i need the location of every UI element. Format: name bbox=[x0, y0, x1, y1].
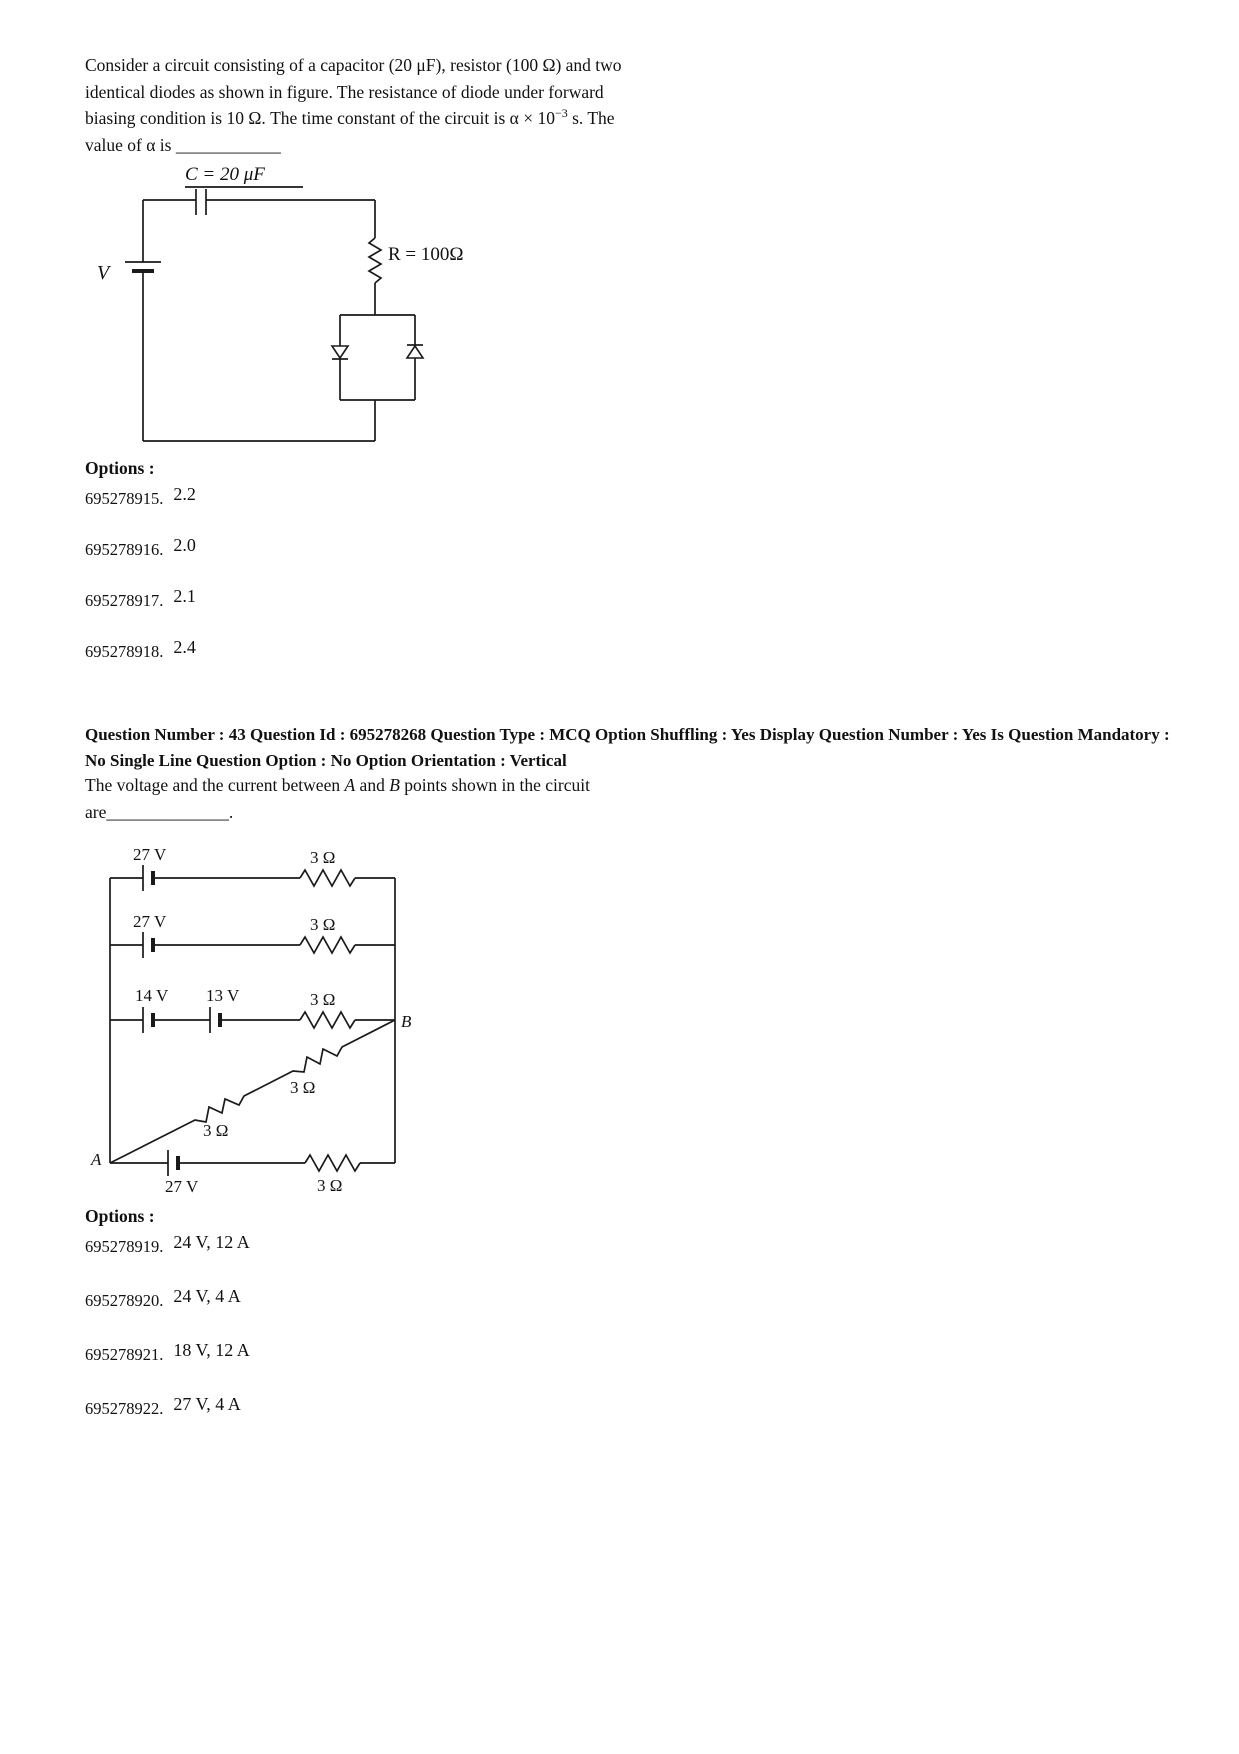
option-id: 695278915. bbox=[85, 489, 164, 508]
bottom-wire bbox=[143, 400, 375, 441]
option-row bbox=[85, 535, 196, 560]
question-43-header: Question Number : 43 Question Id : 695278268 Question Type : MCQ Option Shuffling : Yes Display Question Number : Yes Is Question Mandatory : No Single Line Question Option : No Option Orientation : Vertical bbox=[85, 725, 1170, 770]
q1-line2: identical diodes as shown in figure. The resistance of diode under forward bbox=[85, 81, 604, 102]
q2-line2: are______________. bbox=[85, 801, 234, 822]
battery-label: V bbox=[97, 262, 110, 284]
options-title: Options : bbox=[85, 458, 155, 478]
capacitor-label: C = 20 μF bbox=[185, 164, 265, 185]
q1-line3 bbox=[85, 105, 785, 132]
option-text: 2.1 bbox=[173, 586, 196, 606]
option-text: 24 V, 4 A bbox=[173, 1286, 241, 1306]
diode-up-icon bbox=[407, 346, 423, 358]
q1-line1: Consider a circuit consisting of a capacitor (20 μF), resistor (100 Ω) and two bbox=[85, 55, 622, 75]
bottom-resistor-symbol bbox=[305, 1155, 360, 1171]
option-row bbox=[85, 1232, 250, 1257]
option-id: 695278922. bbox=[85, 1399, 164, 1418]
option-text: 27 V, 4 A bbox=[173, 1394, 241, 1414]
row3-battery2-label: 13 V bbox=[206, 986, 240, 1005]
row1-resistor-symbol bbox=[300, 870, 355, 886]
row3-battery1-label: 14 V bbox=[135, 986, 169, 1005]
row2-resistor-symbol bbox=[300, 937, 355, 953]
question-1-options bbox=[85, 458, 196, 692]
option-id: 695278917. bbox=[85, 591, 164, 610]
option-row bbox=[85, 1340, 250, 1365]
q2-point-b: B bbox=[389, 775, 400, 795]
node-a-label: A bbox=[91, 1150, 102, 1169]
q1-line3-pre: biasing condition is 10 Ω. The time constant of the circuit is α × 10 bbox=[85, 108, 555, 128]
row3-resistor-label: 3 Ω bbox=[310, 990, 336, 1009]
question-43-text bbox=[85, 772, 785, 825]
q2-text-pre: The voltage and the current between bbox=[85, 775, 345, 795]
diagonal-resistor-lower-label: 3 Ω bbox=[203, 1121, 229, 1140]
option-row bbox=[85, 586, 196, 611]
option-text: 2.2 bbox=[173, 484, 196, 504]
row1-resistor-label: 3 Ω bbox=[310, 848, 336, 867]
row3-resistor-symbol bbox=[300, 1012, 355, 1028]
option-row bbox=[85, 484, 196, 509]
option-row bbox=[85, 637, 196, 662]
capacitor-symbol bbox=[196, 189, 206, 215]
option-id: 695278920. bbox=[85, 1291, 164, 1310]
option-id: 695278921. bbox=[85, 1345, 164, 1364]
diagonal-branch bbox=[110, 1020, 395, 1163]
q2-text-post: points shown in the circuit bbox=[399, 775, 590, 795]
question-43-options bbox=[85, 1206, 250, 1452]
row1-battery-label: 27 V bbox=[133, 845, 167, 864]
circuit-2-diagram bbox=[85, 835, 455, 1215]
option-row bbox=[85, 1394, 250, 1419]
q1-line3-post: s. The bbox=[567, 108, 615, 128]
option-text: 2.4 bbox=[173, 637, 196, 657]
q1-exponent: −3 bbox=[554, 106, 568, 121]
option-id: 695278916. bbox=[85, 540, 164, 559]
question-1-text bbox=[85, 52, 785, 158]
q2-line1 bbox=[85, 772, 785, 799]
row2-resistor-label: 3 Ω bbox=[310, 915, 336, 934]
option-id: 695278918. bbox=[85, 642, 164, 661]
bottom-battery-label: 27 V bbox=[165, 1177, 199, 1196]
q2-text-mid: and bbox=[355, 775, 390, 795]
node-b-label: B bbox=[401, 1012, 412, 1031]
option-text: 18 V, 12 A bbox=[173, 1340, 250, 1360]
diode-box-wires bbox=[340, 315, 415, 400]
bottom-resistor-label: 3 Ω bbox=[317, 1176, 343, 1195]
q1-line4: value of α is ____________ bbox=[85, 134, 281, 155]
option-text: 24 V, 12 A bbox=[173, 1232, 250, 1252]
resistor-symbol bbox=[369, 238, 381, 283]
diode-down-icon bbox=[332, 346, 348, 358]
option-id: 695278919. bbox=[85, 1237, 164, 1256]
options-title: Options : bbox=[85, 1206, 155, 1226]
diagonal-resistor-upper-label: 3 Ω bbox=[290, 1078, 316, 1097]
q2-point-a: A bbox=[344, 775, 356, 795]
row2-battery-label: 27 V bbox=[133, 912, 167, 931]
option-row bbox=[85, 1286, 250, 1311]
resistor-label: R = 100Ω bbox=[388, 244, 464, 265]
circuit-1-diagram bbox=[85, 158, 515, 458]
option-text: 2.0 bbox=[173, 535, 196, 555]
